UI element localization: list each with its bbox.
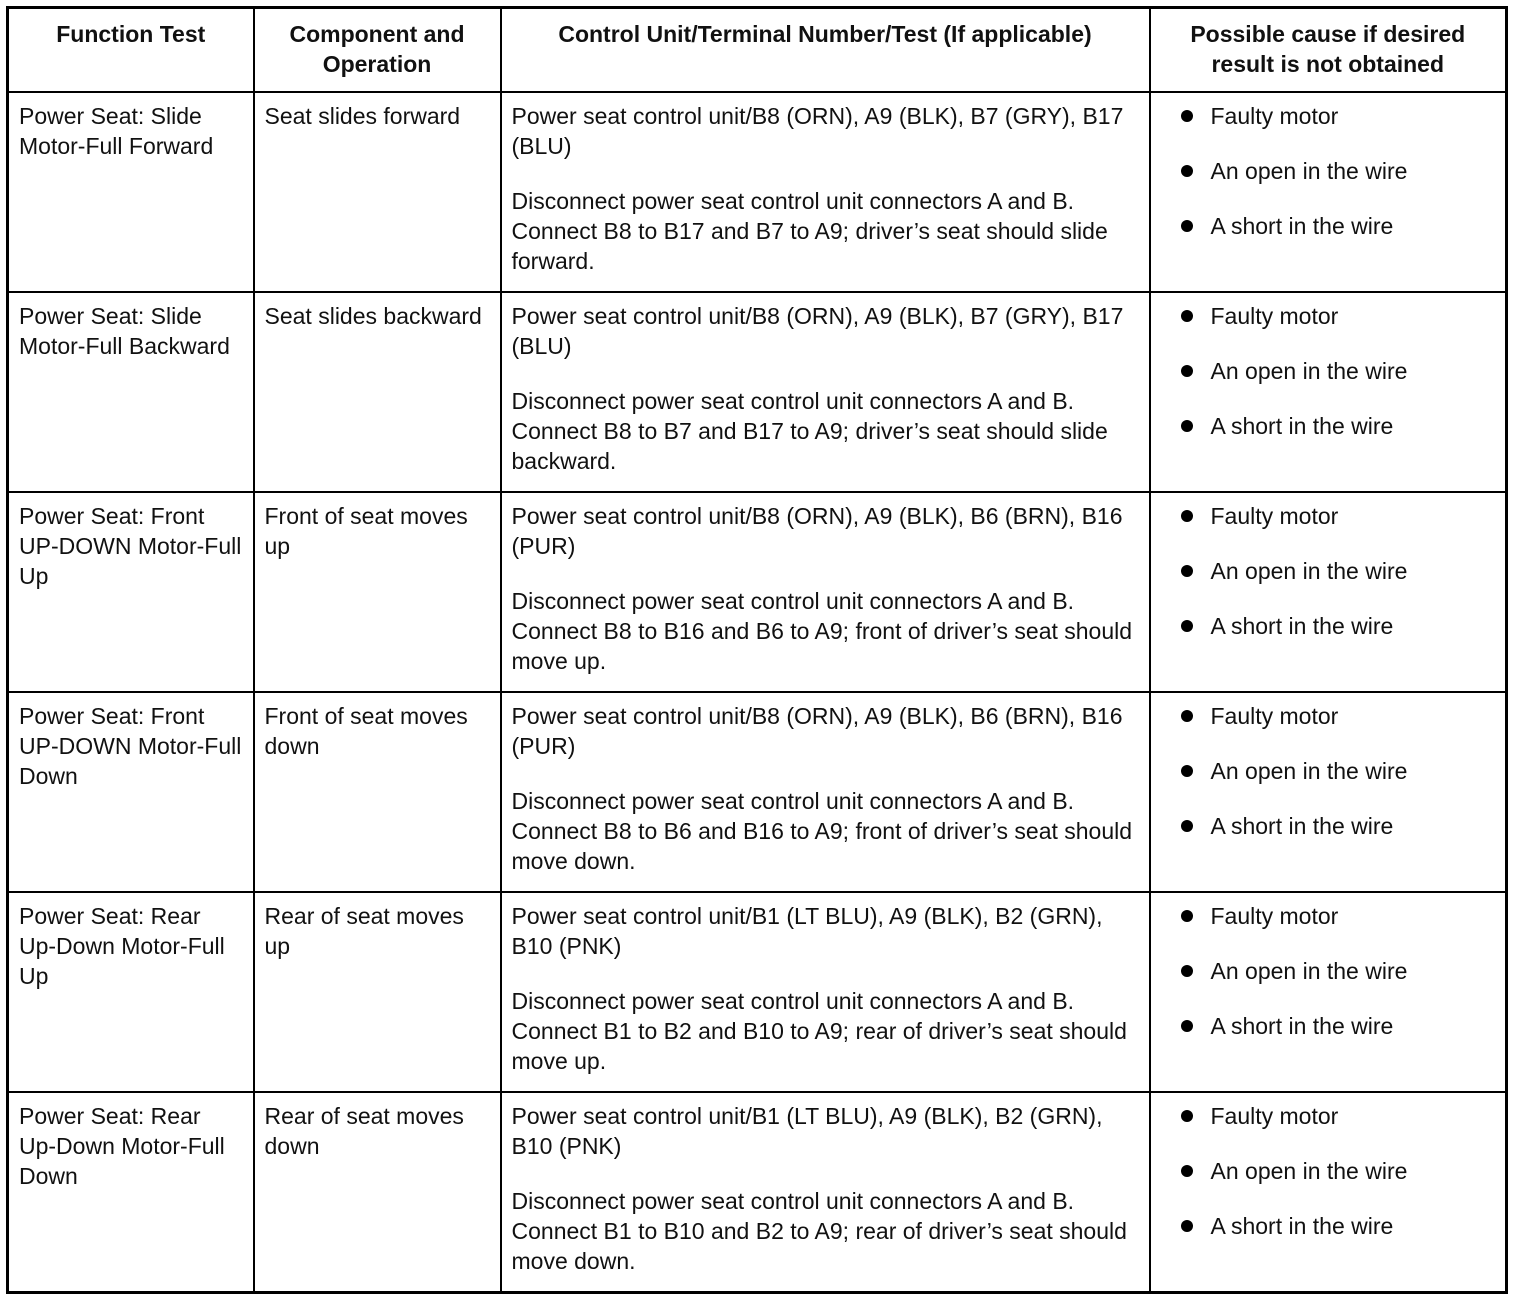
component-operation-cell: Rear of seat moves down [254, 1092, 501, 1293]
control-unit-cell [501, 892, 1150, 1092]
bullet-icon [1181, 965, 1193, 977]
cause-text: Faulty motor [1210, 903, 1339, 929]
cause-text: A short in the wire [1210, 213, 1394, 239]
cause-text: A short in the wire [1210, 413, 1394, 439]
bullet-icon [1181, 1020, 1193, 1032]
control-unit-cell [501, 92, 1150, 292]
control-unit-cell [501, 692, 1150, 892]
table-row [8, 892, 1507, 1092]
function-test-cell: Power Seat: Front UP-DOWN Motor-Full Up [8, 492, 254, 692]
function-test-cell: Power Seat: Rear Up-Down Motor-Full Down [8, 1092, 254, 1293]
list-item [1161, 701, 1496, 731]
cause-text: Faulty motor [1210, 103, 1339, 129]
cause-text: An open in the wire [1210, 158, 1408, 184]
cause-text: An open in the wire [1210, 758, 1408, 784]
test-procedure: Disconnect power seat control unit connectors A and B. Connect B1 to B10 and B2 to A9; rear of driver’s seat should move down. [511, 1188, 1127, 1274]
test-procedure: Disconnect power seat control unit connectors A and B. Connect B8 to B17 and B7 to A9; driver’s seat should slide forward. [511, 188, 1108, 274]
possible-cause-cell [1150, 492, 1507, 692]
cause-list [1161, 501, 1496, 641]
test-procedure: Disconnect power seat control unit connectors A and B. Connect B1 to B2 and B10 to A9; rear of driver’s seat should move up. [511, 988, 1127, 1074]
table-row [8, 92, 1507, 292]
possible-cause-cell [1150, 1092, 1507, 1293]
list-item [1161, 411, 1496, 441]
cause-text: An open in the wire [1210, 1158, 1408, 1184]
component-operation-cell: Rear of seat moves up [254, 892, 501, 1092]
cause-text: An open in the wire [1210, 558, 1408, 584]
cause-list [1161, 701, 1496, 841]
cause-text: An open in the wire [1210, 358, 1408, 384]
list-item [1161, 811, 1496, 841]
table-row [8, 692, 1507, 892]
cause-list [1161, 301, 1496, 441]
bullet-icon [1181, 1220, 1193, 1232]
bullet-icon [1181, 220, 1193, 232]
bullet-icon [1181, 365, 1193, 377]
table-row [8, 292, 1507, 492]
component-operation-cell: Seat slides forward [254, 92, 501, 292]
bullet-icon [1181, 565, 1193, 577]
bullet-icon [1181, 420, 1193, 432]
possible-cause-cell [1150, 892, 1507, 1092]
list-item [1161, 1211, 1496, 1241]
bullet-icon [1181, 1110, 1193, 1122]
function-test-cell: Power Seat: Slide Motor-Full Forward [8, 92, 254, 292]
list-item [1161, 611, 1496, 641]
list-item [1161, 501, 1496, 531]
cause-list [1161, 101, 1496, 241]
bullet-icon [1181, 620, 1193, 632]
list-item [1161, 956, 1496, 986]
test-procedure: Disconnect power seat control unit connectors A and B. Connect B8 to B6 and B16 to A9; front of driver’s seat should move down. [511, 788, 1133, 874]
possible-cause-cell [1150, 292, 1507, 492]
list-item [1161, 356, 1496, 386]
component-operation-cell: Seat slides backward [254, 292, 501, 492]
terminal-numbers: Power seat control unit/B8 (ORN), A9 (BLK), B7 (GRY), B17 (BLU) [511, 303, 1124, 359]
test-procedure: Disconnect power seat control unit connectors A and B. Connect B8 to B16 and B6 to A9; front of driver’s seat should move up. [511, 588, 1133, 674]
cause-text: A short in the wire [1210, 813, 1394, 839]
table-row [8, 492, 1507, 692]
terminal-numbers: Power seat control unit/B8 (ORN), A9 (BLK), B6 (BRN), B16 (PUR) [511, 503, 1123, 559]
component-operation-cell: Front of seat moves down [254, 692, 501, 892]
list-item [1161, 101, 1496, 131]
terminal-numbers: Power seat control unit/B1 (LT BLU), A9 (BLK), B2 (GRN), B10 (PNK) [511, 1103, 1103, 1159]
cause-text: Faulty motor [1210, 1103, 1339, 1129]
bullet-icon [1181, 820, 1193, 832]
table-row [8, 1092, 1507, 1293]
function-test-cell: Power Seat: Rear Up-Down Motor-Full Up [8, 892, 254, 1092]
test-procedure: Disconnect power seat control unit connectors A and B. Connect B8 to B7 and B17 to A9; driver’s seat should slide backward. [511, 388, 1108, 474]
terminal-numbers: Power seat control unit/B8 (ORN), A9 (BLK), B7 (GRY), B17 (BLU) [511, 103, 1124, 159]
list-item [1161, 1101, 1496, 1131]
list-item [1161, 1011, 1496, 1041]
function-test-cell: Power Seat: Front UP-DOWN Motor-Full Down [8, 692, 254, 892]
list-item [1161, 901, 1496, 931]
bullet-icon [1181, 110, 1193, 122]
power-seat-function-test-table [6, 6, 1508, 1294]
cause-text: A short in the wire [1210, 613, 1394, 639]
list-item [1161, 156, 1496, 186]
list-item [1161, 756, 1496, 786]
bullet-icon [1181, 710, 1193, 722]
bullet-icon [1181, 765, 1193, 777]
cause-list [1161, 901, 1496, 1041]
control-unit-cell [501, 492, 1150, 692]
function-test-cell: Power Seat: Slide Motor-Full Backward [8, 292, 254, 492]
list-item [1161, 556, 1496, 586]
cause-text: Faulty motor [1210, 503, 1339, 529]
list-item [1161, 211, 1496, 241]
header-possible-cause: Possible cause if desired result is not obtained [1150, 8, 1507, 93]
terminal-numbers: Power seat control unit/B8 (ORN), A9 (BLK), B6 (BRN), B16 (PUR) [511, 703, 1123, 759]
component-operation-cell: Front of seat moves up [254, 492, 501, 692]
terminal-numbers: Power seat control unit/B1 (LT BLU), A9 (BLK), B2 (GRN), B10 (PNK) [511, 903, 1103, 959]
possible-cause-cell [1150, 92, 1507, 292]
cause-list [1161, 1101, 1496, 1241]
control-unit-cell [501, 292, 1150, 492]
bullet-icon [1181, 510, 1193, 522]
header-row [8, 8, 1507, 93]
control-unit-cell [501, 1092, 1150, 1293]
bullet-icon [1181, 310, 1193, 322]
cause-text: Faulty motor [1210, 303, 1339, 329]
header-function-test: Function Test [8, 8, 254, 93]
cause-text: An open in the wire [1210, 958, 1408, 984]
list-item [1161, 301, 1496, 331]
bullet-icon [1181, 1165, 1193, 1177]
cause-text: Faulty motor [1210, 703, 1339, 729]
header-control-unit-terminal-test: Control Unit/Terminal Number/Test (If applicable) [501, 8, 1150, 93]
bullet-icon [1181, 165, 1193, 177]
possible-cause-cell [1150, 692, 1507, 892]
header-component-operation: Component and Operation [254, 8, 501, 93]
list-item [1161, 1156, 1496, 1186]
cause-text: A short in the wire [1210, 1213, 1394, 1239]
cause-text: A short in the wire [1210, 1013, 1394, 1039]
bullet-icon [1181, 910, 1193, 922]
